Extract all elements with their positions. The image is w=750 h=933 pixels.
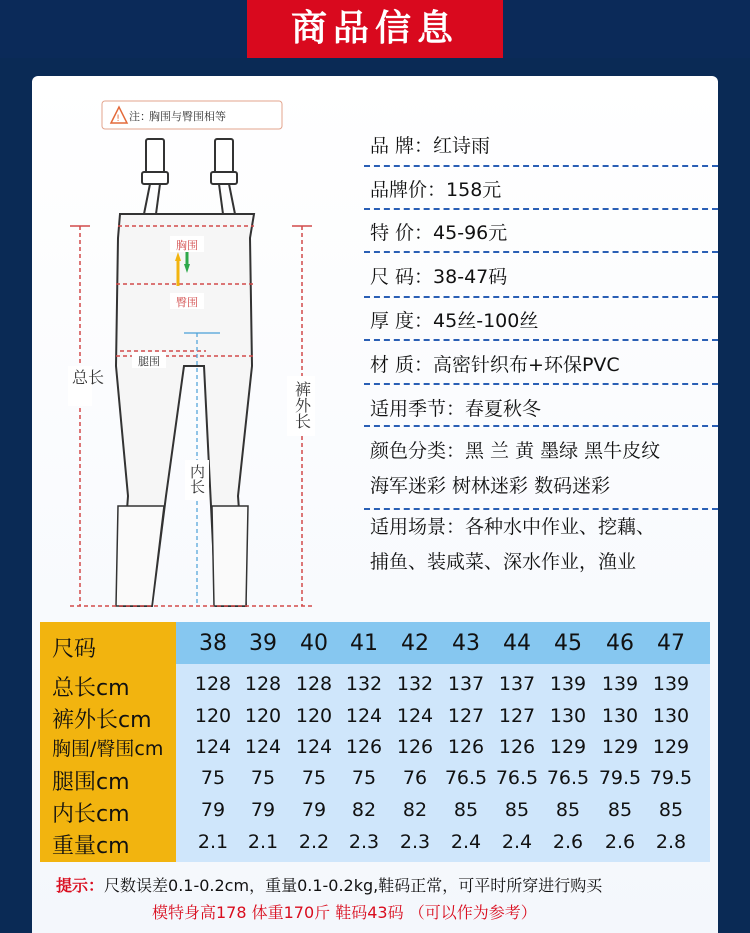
spec-row xyxy=(370,350,720,377)
size-cell: 124 xyxy=(194,736,232,758)
size-cell: 85 xyxy=(555,799,581,821)
size-cell: 75 xyxy=(351,767,377,789)
size-cell: 79.5 xyxy=(598,767,642,789)
size-cell: 82 xyxy=(402,799,428,821)
size-cell: 128 xyxy=(295,673,333,695)
size-cell: 130 xyxy=(601,705,639,727)
spec-divider xyxy=(364,339,718,341)
spec-label: 品牌价： xyxy=(370,179,447,201)
spec-divider xyxy=(364,208,718,210)
suspender-straps xyxy=(142,139,237,214)
size-cell: 79 xyxy=(200,799,226,821)
size-cell: 127 xyxy=(498,705,536,727)
size-cell: 2.4 xyxy=(501,831,533,853)
size-row-label: 总长cm xyxy=(52,676,130,701)
size-cell: 2.6 xyxy=(604,831,636,853)
size-cell: 128 xyxy=(194,673,232,695)
spec-row xyxy=(370,394,720,421)
size-row-label: 胸围/臀围cm xyxy=(52,738,164,760)
spec-value: 春夏秋冬 xyxy=(465,398,542,420)
size-cell: 2.1 xyxy=(247,831,279,853)
wader-diagram xyxy=(32,76,362,636)
size-cell: 139 xyxy=(601,673,639,695)
spec-label: 适用季节： xyxy=(370,398,466,420)
spec-value: 45-96元 xyxy=(433,222,508,244)
size-row-label: 腿围cm xyxy=(52,770,130,795)
size-cell: 124 xyxy=(396,705,434,727)
spec-divider xyxy=(364,251,718,253)
spec-value: 38-47码 xyxy=(433,266,508,288)
size-cell: 130 xyxy=(549,705,587,727)
spec-value: 45丝-100丝 xyxy=(433,310,539,332)
size-cell: 129 xyxy=(652,736,690,758)
chest-label: 胸围 xyxy=(176,239,198,252)
size-cell: 85 xyxy=(607,799,633,821)
size-cell: 137 xyxy=(447,673,485,695)
size-cell: 2.8 xyxy=(655,831,687,853)
size-cell: 126 xyxy=(345,736,383,758)
size-cell: 2.3 xyxy=(399,831,431,853)
size-cell: 85 xyxy=(504,799,530,821)
right-boot xyxy=(212,506,248,606)
total-length-label: 总长 xyxy=(72,368,105,387)
spec-label: 适用场景： xyxy=(370,516,466,538)
size-header-label: 尺码 xyxy=(52,637,97,662)
size-cell: 124 xyxy=(345,705,383,727)
tip-prefix: 提示： xyxy=(56,876,105,895)
size-cell: 132 xyxy=(345,673,383,695)
spec-row xyxy=(370,436,720,498)
spec-row xyxy=(370,131,720,158)
size-cell: 75 xyxy=(250,767,276,789)
spec-divider xyxy=(364,425,718,427)
size-cell: 128 xyxy=(244,673,282,695)
size-header-cell: 44 xyxy=(503,631,531,656)
inner-length-label: 内长 xyxy=(188,464,206,494)
size-row-label: 重量cm xyxy=(52,834,130,859)
note-prefix: 注： xyxy=(129,110,151,123)
size-cell: 82 xyxy=(351,799,377,821)
note-box xyxy=(102,101,282,129)
spec-row xyxy=(370,262,720,289)
size-cell: 2.2 xyxy=(298,831,330,853)
size-row-label: 裤外长cm xyxy=(52,708,152,733)
spec-divider xyxy=(364,165,718,167)
spec-label: 厚 度： xyxy=(370,310,434,332)
size-header-cell: 43 xyxy=(452,631,480,656)
spec-value: 各种水中作业、挖藕、 xyxy=(465,516,656,538)
size-cell: 129 xyxy=(601,736,639,758)
spec-label: 特 价： xyxy=(370,222,434,244)
size-cell: 129 xyxy=(549,736,587,758)
size-cell: 120 xyxy=(295,705,333,727)
svg-text:!: ! xyxy=(116,114,120,124)
hip-label: 臀围 xyxy=(176,296,198,309)
size-header-cell: 38 xyxy=(199,631,227,656)
spec-value: 黑 兰 黄 墨绿 黑牛皮纹 xyxy=(465,440,661,462)
size-cell: 75 xyxy=(301,767,327,789)
size-cell: 126 xyxy=(447,736,485,758)
size-cell: 139 xyxy=(549,673,587,695)
size-row-label: 内长cm xyxy=(52,802,130,827)
spec-divider xyxy=(364,508,718,510)
size-header-cell: 40 xyxy=(300,631,328,656)
size-cell: 139 xyxy=(652,673,690,695)
note-text: 胸围与臀围相等 xyxy=(149,110,226,123)
size-cell: 79 xyxy=(301,799,327,821)
spec-divider xyxy=(364,296,718,298)
size-cell: 124 xyxy=(295,736,333,758)
size-cell: 76.5 xyxy=(444,767,488,789)
size-cell: 76.5 xyxy=(546,767,590,789)
tip-line-2: 模特身高178 体重170斤 鞋码43码 （可以作为参考） xyxy=(152,903,537,922)
spec-label: 材 质： xyxy=(370,354,434,376)
spec-value: 高密针织布+环保PVC xyxy=(433,354,620,376)
size-cell: 79 xyxy=(250,799,276,821)
size-cell: 127 xyxy=(447,705,485,727)
thigh-label: 腿围 xyxy=(138,355,160,368)
size-cell: 85 xyxy=(453,799,479,821)
size-cell: 76 xyxy=(402,767,428,789)
size-cell: 126 xyxy=(396,736,434,758)
spec-row xyxy=(370,306,720,333)
size-cell: 126 xyxy=(498,736,536,758)
spec-value: 红诗雨 xyxy=(433,135,491,157)
spec-label: 颜色分类： xyxy=(370,440,466,462)
spec-label: 尺 码： xyxy=(370,266,434,288)
size-cell: 79.5 xyxy=(649,767,693,789)
size-header-cell: 45 xyxy=(554,631,582,656)
size-header-cell: 39 xyxy=(249,631,277,656)
size-cell: 2.4 xyxy=(450,831,482,853)
size-cell: 2.3 xyxy=(348,831,380,853)
tip-text-1: 尺数误差0.1-0.2cm，重量0.1-0.2kg,鞋码正常，可平时所穿进行购买 xyxy=(104,876,603,895)
spec-value-line2: 捕鱼、装咸菜、深水作业，渔业 xyxy=(370,551,637,573)
outer-length-label: 裤外长 xyxy=(292,381,312,429)
size-cell: 120 xyxy=(244,705,282,727)
spec-divider xyxy=(364,383,718,385)
page-title: 商品信息 xyxy=(247,0,503,58)
size-cell: 76.5 xyxy=(495,767,539,789)
size-cell: 75 xyxy=(200,767,226,789)
left-boot xyxy=(116,506,164,606)
size-header-cell: 41 xyxy=(350,631,378,656)
tip-line-1 xyxy=(56,873,602,896)
size-cell: 130 xyxy=(652,705,690,727)
size-header-cell: 42 xyxy=(401,631,429,656)
spec-value: 158元 xyxy=(446,179,502,201)
size-header-cell: 46 xyxy=(606,631,634,656)
size-cell: 85 xyxy=(658,799,684,821)
spec-row xyxy=(370,218,720,245)
size-cell: 2.1 xyxy=(197,831,229,853)
size-header-cell: 47 xyxy=(657,631,685,656)
size-cell: 120 xyxy=(194,705,232,727)
size-cell: 2.6 xyxy=(552,831,584,853)
size-cell: 137 xyxy=(498,673,536,695)
spec-label: 品 牌： xyxy=(370,135,434,157)
spec-value-line2: 海军迷彩 树林迷彩 数码迷彩 xyxy=(370,475,611,497)
size-cell: 132 xyxy=(396,673,434,695)
size-cell: 124 xyxy=(244,736,282,758)
spec-row xyxy=(370,512,720,574)
spec-row xyxy=(370,175,720,202)
